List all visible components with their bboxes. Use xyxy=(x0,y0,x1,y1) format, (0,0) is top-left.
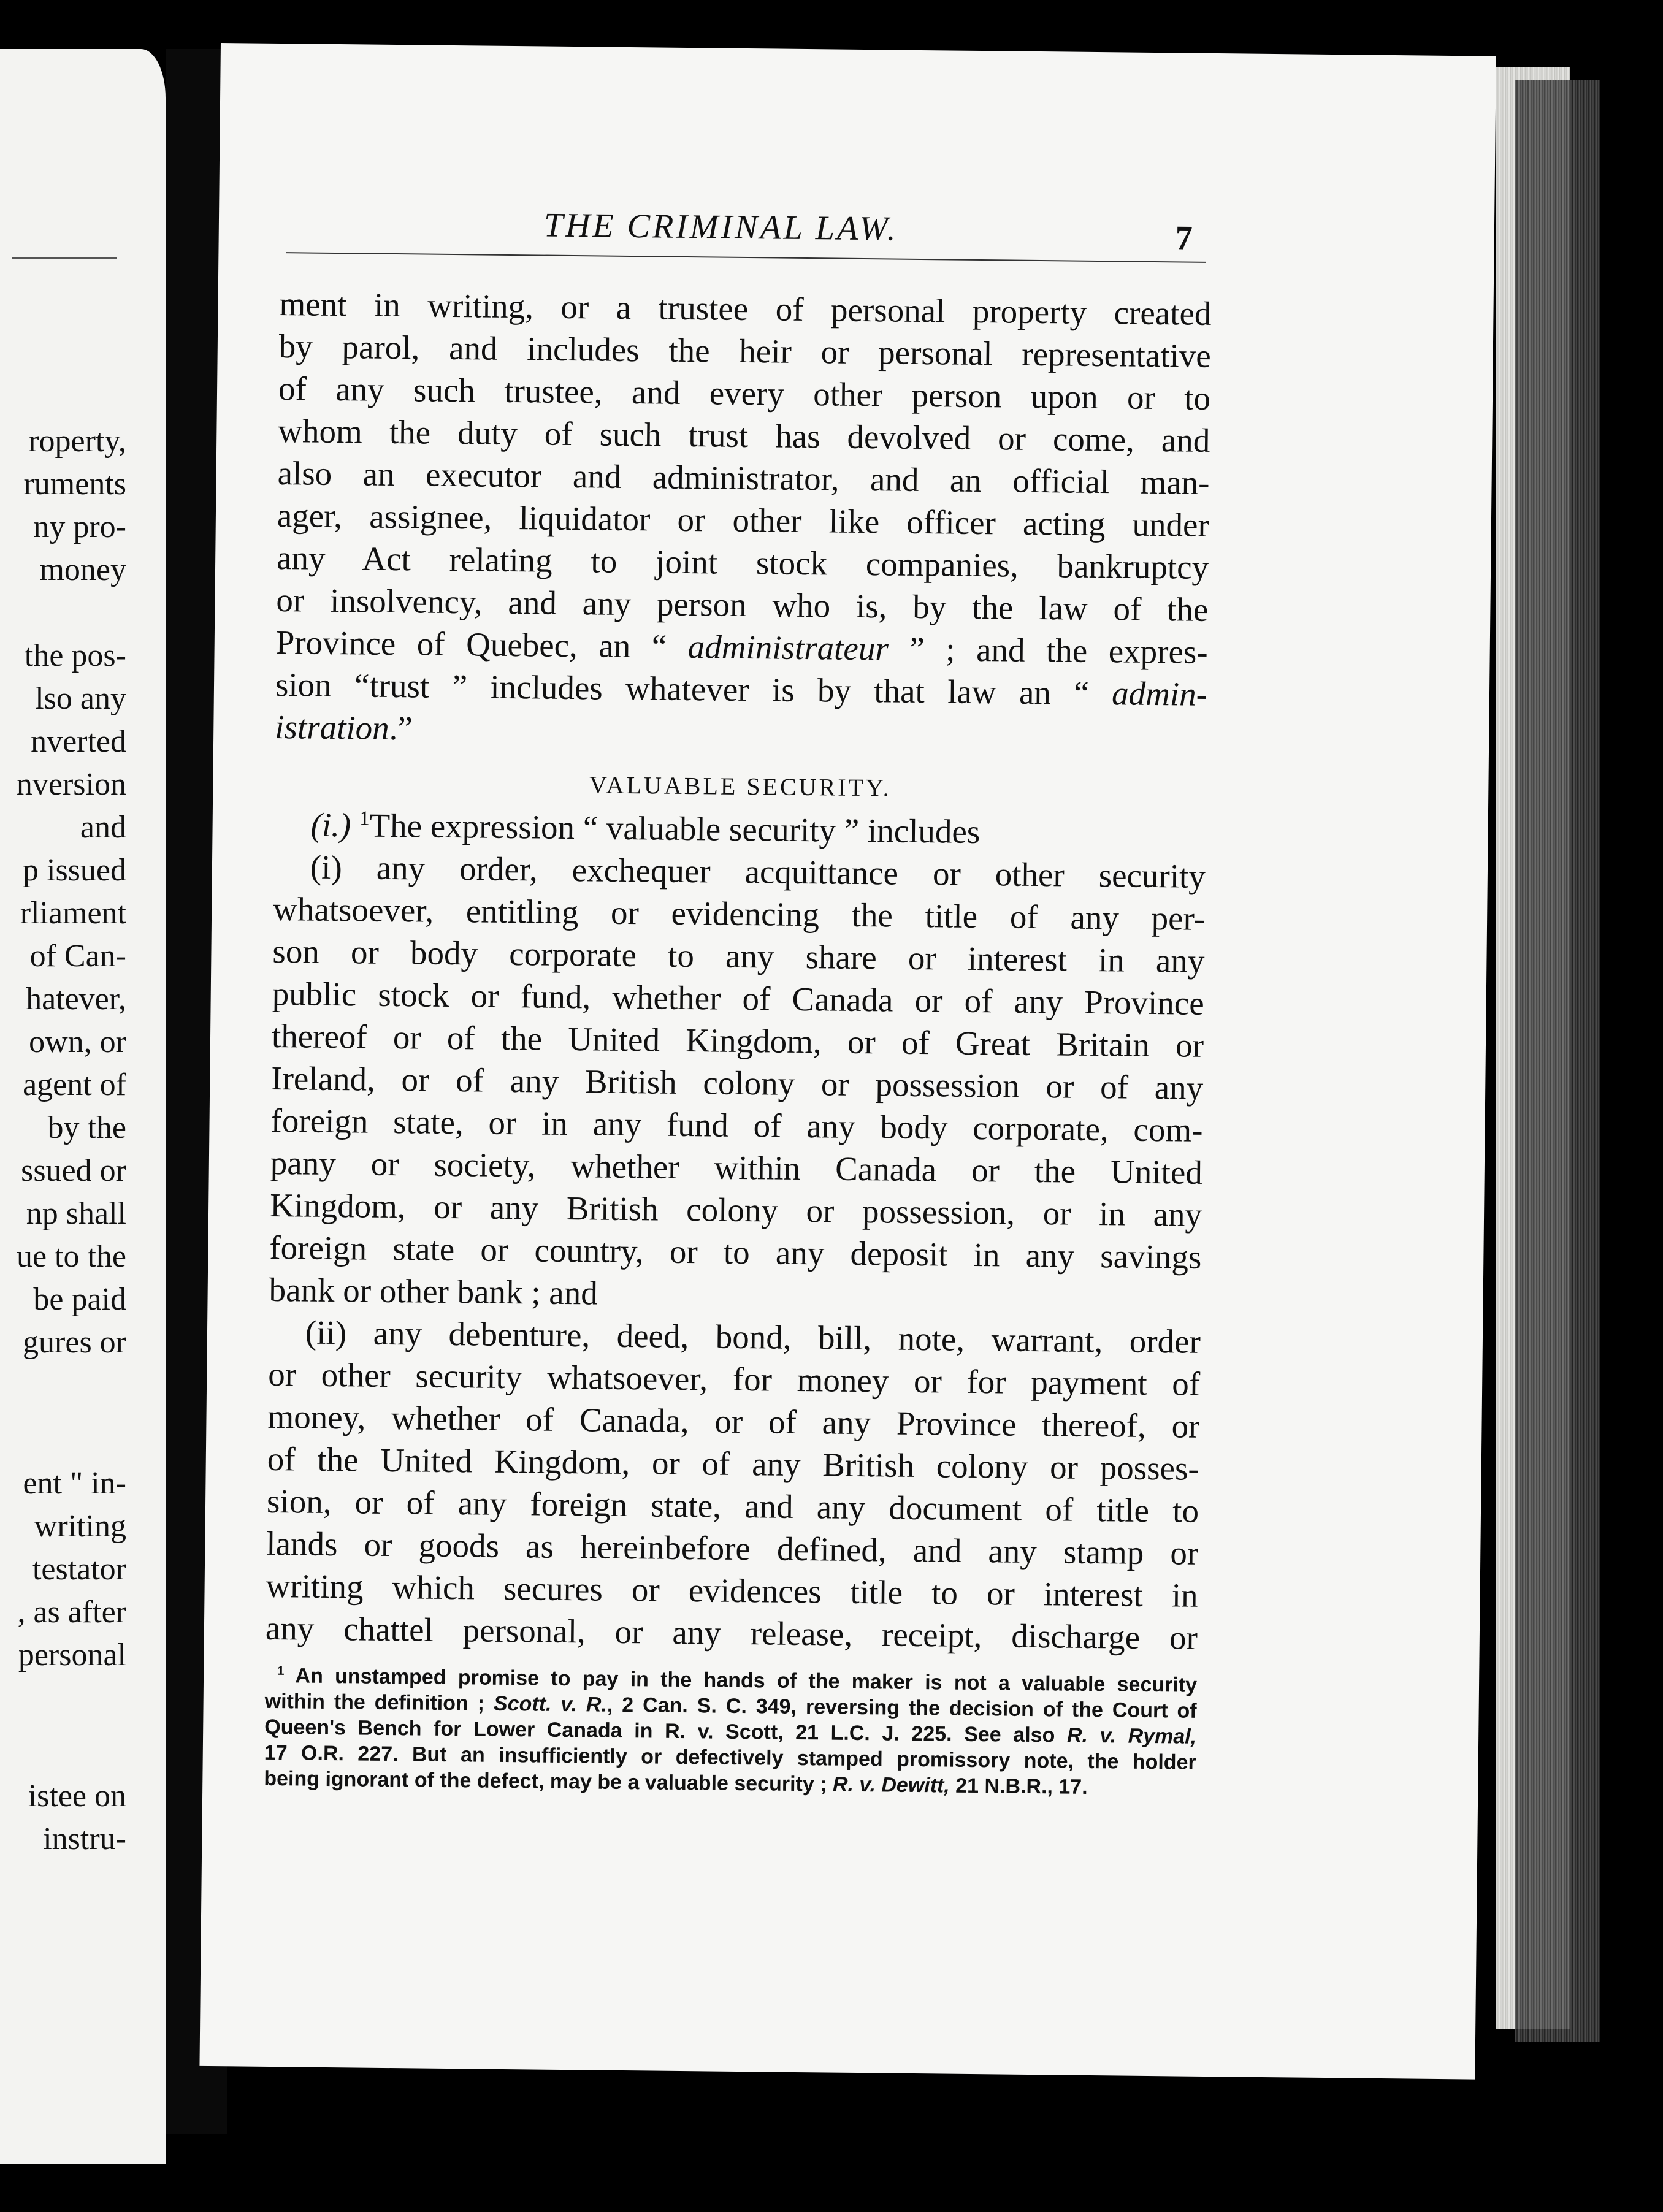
left-page-line: p issued xyxy=(23,853,126,888)
text-line: sion “trust ” includes whatever is by that law an “ admin- xyxy=(275,665,1208,713)
text-line: public stock or fund, whether of Canada or of any Province xyxy=(272,974,1205,1022)
footnote-marker: 1 xyxy=(277,1664,285,1678)
right-page xyxy=(199,43,1496,2080)
text-line: sion, or of any foreign state, and any document of title to xyxy=(266,1482,1199,1530)
text-line: foreign state or country, or to any deposit in any savings xyxy=(269,1228,1202,1276)
left-page-line: rliament xyxy=(20,896,126,931)
footnote-line: $^1$ An unstamped promise to pay in the hands of the maker is not a valuable security xyxy=(277,1664,1198,1697)
left-page-line: nversion xyxy=(16,767,126,802)
text-line: foreign state, or in any fund of any body corporate, com- xyxy=(270,1101,1203,1149)
left-page-line: np shall xyxy=(26,1196,126,1231)
text-line: Kingdom, or any British colony or possession, or in any xyxy=(269,1186,1202,1234)
left-page-line: roperty, xyxy=(28,424,126,459)
left-page-line: and xyxy=(80,810,126,845)
text-line: Province of Quebec, an “ administrateur ” ; and the expres- xyxy=(275,623,1209,671)
text-line: writing which secures or evidences title to or interest in xyxy=(266,1566,1198,1614)
header-rule xyxy=(286,252,1206,263)
left-page-line: ent " in- xyxy=(23,1466,126,1501)
text-line: (ii) any debenture, deed, bond, bill, note, warrant, order xyxy=(305,1313,1201,1360)
left-page-line: instru- xyxy=(43,1821,126,1856)
footnote-line: Queen's Bench for Lower Canada in R. v. Scott, 21 L.C. J. 225. See also R. v. Rymal, xyxy=(264,1715,1197,1749)
footnote-line: 17 O.R. 227. But an insufficiently or defectively stamped promissory note, the holder xyxy=(264,1741,1196,1774)
text-line: also an executor and administrator, and an official man- xyxy=(277,454,1210,502)
text-line: ment in writing, or a trustee of personal property created xyxy=(279,285,1212,332)
italic-term: istration xyxy=(275,707,390,747)
text-line: ager, assignee, liquidator or other like officer acting under xyxy=(277,497,1210,544)
left-page-line: istee on xyxy=(28,1779,126,1813)
paragraph-clause-ii xyxy=(266,1311,1201,1659)
paragraph-trustee-definition xyxy=(275,283,1212,758)
text-line: any Act relating to joint stock companies, bankruptcy xyxy=(276,539,1209,586)
text-line: or insolvency, and any person who is, by the law of the xyxy=(276,581,1209,628)
running-head: THE CRIMINAL LAW. xyxy=(543,206,898,248)
left-page-line: nverted xyxy=(31,724,126,759)
left-page-line: ssued or xyxy=(21,1153,126,1188)
text-line: son or body corporate to any share or interest in any xyxy=(272,932,1205,980)
left-page-line: agent of xyxy=(23,1067,126,1102)
text-line: money, whether of Canada, or of any Province thereof, or xyxy=(267,1397,1200,1445)
footnote-line: being ignorant of the defect, may be a valuable security ; R. v. Dewitt, 21 N.B.R., 17. xyxy=(264,1766,1088,1799)
text-line: of the United Kingdom, or of any British colony or posses- xyxy=(267,1440,1200,1487)
left-page-line: money xyxy=(39,552,126,587)
left-page-line: testator xyxy=(32,1552,126,1587)
left-page-line: writing xyxy=(34,1509,126,1544)
left-page-line: ruments xyxy=(23,467,126,502)
case-citation: R. v. Rymal, xyxy=(1066,1723,1197,1749)
clause-label: (i.) xyxy=(310,806,351,844)
text-line: whatsoever, entitling or evidencing the title of any per- xyxy=(272,890,1206,937)
left-page-line: lso any xyxy=(35,681,126,716)
text-line: pany or society, whether within Canada or the United xyxy=(270,1143,1203,1191)
book-fore-edge xyxy=(1515,80,1600,2042)
paragraph-clause-i xyxy=(269,845,1206,1321)
text-line: lands or goods as hereinbefore defined, and any stamp or xyxy=(266,1524,1199,1572)
left-page-line: gures or xyxy=(23,1325,126,1360)
text-line: or other security whatsoever, for money or for payment of xyxy=(267,1355,1201,1403)
text-line: istration.” xyxy=(275,707,413,747)
text-line: (i) any order, exchequer acquittance or other security xyxy=(310,848,1206,895)
left-page-line: hatever, xyxy=(26,982,126,1016)
italic-term: admin- xyxy=(1111,674,1208,713)
case-citation: R. v. Dewitt, xyxy=(832,1772,950,1798)
page-number: 7 xyxy=(1175,219,1193,257)
left-page-line: ny pro- xyxy=(33,509,126,544)
left-page-line: personal xyxy=(18,1638,126,1672)
left-page-line: be paid xyxy=(33,1282,126,1317)
text-line: thereof or of the United Kingdom, or of Great Britain or xyxy=(271,1016,1204,1064)
text-line: by parol, and includes the heir or personal representative xyxy=(278,327,1212,375)
footnote xyxy=(264,1663,1197,1801)
left-page-line: ue to the xyxy=(16,1239,126,1274)
italic-term: administrateur xyxy=(687,628,889,668)
left-page-line: own, or xyxy=(29,1024,126,1059)
main-text xyxy=(264,283,1212,1801)
text-line: any chattel personal, or any release, receipt, discharge or xyxy=(265,1609,1198,1657)
case-citation: Scott. v. R. xyxy=(493,1691,608,1717)
left-page-rule xyxy=(12,257,117,259)
text-line: Ireland, or of any British colony or possession or of any xyxy=(271,1059,1204,1107)
left-page-line: , as after xyxy=(17,1595,126,1630)
left-page-line: the pos- xyxy=(24,638,126,673)
text-line: bank or other bank ; and xyxy=(269,1270,598,1312)
footnote-ref: 1 xyxy=(359,807,370,830)
section-heading: VALUABLE SECURITY. xyxy=(589,771,892,802)
text-line: whom the duty of such trust has devolved or come, and xyxy=(278,412,1210,459)
footnote-line: within the definition ; Scott. v. R., 2 Can. S. C. 349, reversing the decision of the Court of xyxy=(264,1689,1197,1723)
left-page-line: of Can- xyxy=(29,939,126,974)
text-line: of any such trustee, and every other person upon or to xyxy=(278,370,1211,417)
definition-intro: (i.) $^1$The expression “ valuable security ” includes xyxy=(310,806,981,851)
left-page-line: by the xyxy=(47,1110,126,1145)
left-page-fragment xyxy=(0,49,166,2164)
